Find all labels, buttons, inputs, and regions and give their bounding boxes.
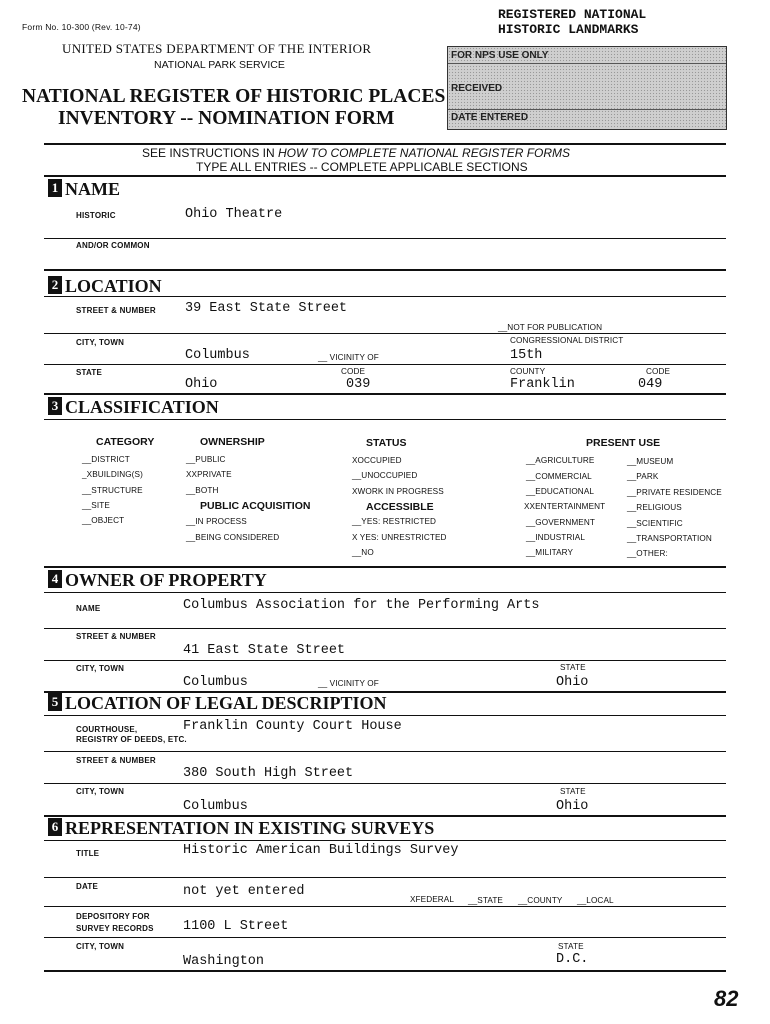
survey-date-label: DATE: [76, 882, 98, 891]
status-work-in-progress: XWORK IN PROGRESS: [352, 487, 444, 496]
use-commercial: __COMMERCIAL: [526, 472, 592, 481]
accessible-restricted: __YES: RESTRICTED: [352, 517, 437, 526]
owner-name-value: Columbus Association for the Performing Arts: [183, 598, 540, 613]
divider: [44, 937, 726, 938]
section-1-heading: [48, 179, 120, 200]
survey-federal: XFEDERAL: [410, 895, 455, 904]
section-title: OWNER OF PROPERTY: [65, 570, 267, 590]
acquisition-in-process: __IN PROCESS: [186, 517, 247, 526]
instructions-line-2: TYPE ALL ENTRIES -- COMPLETE APPLICABLE SECTIONS: [196, 160, 528, 174]
section-title: CLASSIFICATION: [65, 397, 219, 417]
divider: [44, 419, 726, 420]
use-park: __PARK: [627, 472, 659, 481]
city-value: Columbus: [185, 348, 250, 363]
landmark-stamp: [498, 7, 646, 37]
survey-title-label: TITLE: [76, 849, 100, 858]
survey-city-label: CITY, TOWN: [76, 942, 125, 951]
stamp-line-1: REGISTERED NATIONAL: [498, 7, 647, 22]
section-number: 3: [48, 397, 62, 415]
section-number: 1: [48, 179, 62, 197]
courthouse-label-line-1: COURTHOUSE,: [76, 725, 138, 734]
divider: [44, 238, 726, 239]
department-name: UNITED STATES DEPARTMENT OF THE INTERIOR: [62, 41, 372, 56]
section-title: LOCATION: [65, 276, 162, 296]
divider: [44, 840, 726, 841]
owner-city-value: Columbus: [183, 675, 248, 690]
legal-street-value: 380 South High Street: [183, 766, 354, 781]
divider: [44, 906, 726, 907]
divider: [44, 175, 726, 177]
courthouse-label: [76, 725, 187, 745]
accessible-unrestricted: X YES: UNRESTRICTED: [352, 533, 447, 542]
ownership-both: __BOTH: [186, 486, 219, 495]
use-industrial: __INDUSTRIAL: [526, 533, 585, 542]
depository-label-line-2: SURVEY RECORDS: [76, 924, 154, 933]
use-entertainment: XXENTERTAINMENT: [524, 502, 606, 511]
congressional-district-label: CONGRESSIONAL DISTRICT: [510, 336, 624, 345]
historic-name-value: Ohio Theatre: [185, 207, 283, 222]
divider: [44, 715, 726, 716]
category-site: __SITE: [82, 501, 110, 510]
section-number: 4: [48, 570, 62, 588]
handwritten-page-number: 82: [714, 986, 739, 1011]
owner-name-label: NAME: [76, 604, 101, 613]
county-value: Franklin: [510, 377, 575, 392]
use-religious: __RELIGIOUS: [627, 503, 682, 512]
divider: [44, 566, 726, 568]
section-6-heading: [48, 818, 434, 839]
not-for-publication: __NOT FOR PUBLICATION: [498, 323, 603, 332]
section-4-heading: [48, 570, 267, 591]
divider: [44, 783, 726, 784]
divider: [44, 877, 726, 878]
divider: [44, 660, 726, 661]
divider: [44, 592, 726, 593]
historic-label: HISTORIC: [76, 211, 116, 220]
state-code-value: 039: [346, 377, 371, 392]
section-5-heading: [48, 693, 387, 714]
divider: [448, 63, 726, 64]
survey-local: __LOCAL: [577, 896, 614, 905]
use-museum: __MUSEUM: [627, 457, 674, 466]
instructions-line-1: [142, 146, 570, 160]
use-agriculture: __AGRICULTURE: [526, 456, 595, 465]
common-name-label: AND/OR COMMON: [76, 241, 150, 250]
instructions-prefix: SEE INSTRUCTIONS IN: [142, 146, 279, 160]
category-structure: __STRUCTURE: [82, 486, 143, 495]
congressional-district-value: 15th: [510, 348, 543, 363]
state-label: STATE: [76, 368, 103, 377]
date-entered-label: DATE ENTERED: [451, 112, 529, 123]
use-private-residence: __PRIVATE RESIDENCE: [627, 488, 722, 497]
section-number: 6: [48, 818, 62, 836]
divider: [44, 815, 726, 817]
present-use-heading: PRESENT USE: [586, 437, 661, 449]
divider: [448, 109, 726, 110]
service-name: NATIONAL PARK SERVICE: [154, 59, 285, 71]
depository-value: 1100 L Street: [183, 919, 289, 934]
accessible-no: __NO: [352, 548, 374, 557]
county-code-label: CODE: [646, 367, 671, 376]
owner-vicinity-of: __ VICINITY OF: [318, 679, 379, 688]
status-heading: STATUS: [366, 437, 407, 449]
divider: [44, 751, 726, 752]
status-occupied: XOCCUPIED: [352, 456, 402, 465]
form-number: Form No. 10-300 (Rev. 10-74): [22, 22, 141, 32]
owner-state-label: STATE: [560, 663, 586, 672]
divider: [44, 296, 726, 297]
accessible-heading: ACCESSIBLE: [366, 501, 434, 513]
owner-city-label: CITY, TOWN: [76, 664, 125, 673]
street-value: 39 East State Street: [185, 301, 348, 316]
owner-street-label: STREET & NUMBER: [76, 632, 156, 641]
use-educational: __EDUCATIONAL: [526, 487, 595, 496]
section-2-heading: [48, 276, 162, 297]
ownership-private: XXPRIVATE: [186, 470, 232, 479]
public-acquisition-heading: PUBLIC ACQUISITION: [200, 500, 311, 512]
section-number: 5: [48, 693, 62, 711]
divider: [44, 628, 726, 629]
ownership-public: __PUBLIC: [186, 455, 226, 464]
owner-street-value: 41 East State Street: [183, 643, 346, 658]
courthouse-label-line-2: REGISTRY OF DEEDS, ETC.: [76, 735, 187, 744]
use-scientific: __SCIENTIFIC: [627, 519, 683, 528]
divider: [44, 970, 726, 972]
section-number: 2: [48, 276, 62, 294]
category-object: __OBJECT: [82, 516, 125, 525]
section-3-heading: [48, 397, 219, 418]
depository-label-line-1: DEPOSITORY FOR: [76, 912, 150, 921]
owner-state-value: Ohio: [556, 675, 589, 690]
category-district: __DISTRICT: [82, 455, 130, 464]
survey-title-value: Historic American Buildings Survey: [183, 843, 459, 858]
legal-state-value: Ohio: [556, 799, 589, 814]
legal-state-label: STATE: [560, 787, 586, 796]
county-code-value: 049: [638, 377, 663, 392]
category-heading: CATEGORY: [96, 436, 155, 448]
use-government: __GOVERNMENT: [526, 518, 595, 527]
legal-city-label: CITY, TOWN: [76, 787, 125, 796]
section-title: LOCATION OF LEGAL DESCRIPTION: [65, 693, 387, 713]
stamp-line-2: HISTORIC LANDMARKS: [498, 22, 639, 37]
nps-use-box: [447, 46, 727, 130]
instructions-book-title: HOW TO COMPLETE NATIONAL REGISTER FORMS: [278, 146, 571, 160]
divider: [44, 143, 726, 145]
county-label: COUNTY: [510, 367, 546, 376]
category-building: _XBUILDING(S): [82, 470, 143, 479]
state-value: Ohio: [185, 377, 218, 392]
section-title: REPRESENTATION IN EXISTING SURVEYS: [65, 818, 435, 838]
received-label: RECEIVED: [451, 83, 503, 94]
legal-city-value: Columbus: [183, 799, 248, 814]
nps-use-label: FOR NPS USE ONLY: [451, 50, 549, 61]
status-unoccupied: __UNOCCUPIED: [352, 471, 418, 480]
ownership-heading: OWNERSHIP: [200, 436, 265, 448]
legal-street-label: STREET & NUMBER: [76, 756, 156, 765]
use-other: __OTHER:: [627, 549, 668, 558]
depository-label: [76, 911, 154, 935]
use-transportation: __TRANSPORTATION: [627, 534, 712, 543]
section-title: NAME: [65, 179, 120, 199]
street-number-label: STREET & NUMBER: [76, 306, 156, 315]
code-label: CODE: [341, 367, 366, 376]
survey-city-value: Washington: [183, 954, 265, 969]
courthouse-value: Franklin County Court House: [183, 719, 402, 734]
divider: [44, 393, 726, 395]
divider: [44, 269, 726, 271]
survey-date-value: not yet entered: [183, 884, 305, 899]
divider: [44, 364, 726, 365]
form-title-line-1: NATIONAL REGISTER OF HISTORIC PLACES: [22, 86, 446, 107]
survey-state-value: D.C.: [556, 952, 589, 967]
survey-county: __COUNTY: [518, 896, 563, 905]
use-military: __MILITARY: [526, 548, 574, 557]
survey-state-label: STATE: [558, 942, 584, 951]
divider: [44, 333, 726, 334]
acquisition-being-considered: __BEING CONSIDERED: [186, 533, 280, 542]
city-town-label: CITY, TOWN: [76, 338, 125, 347]
survey-state: __STATE: [468, 896, 503, 905]
form-title-line-2: INVENTORY -- NOMINATION FORM: [58, 108, 395, 129]
vicinity-of: __ VICINITY OF: [318, 353, 379, 362]
